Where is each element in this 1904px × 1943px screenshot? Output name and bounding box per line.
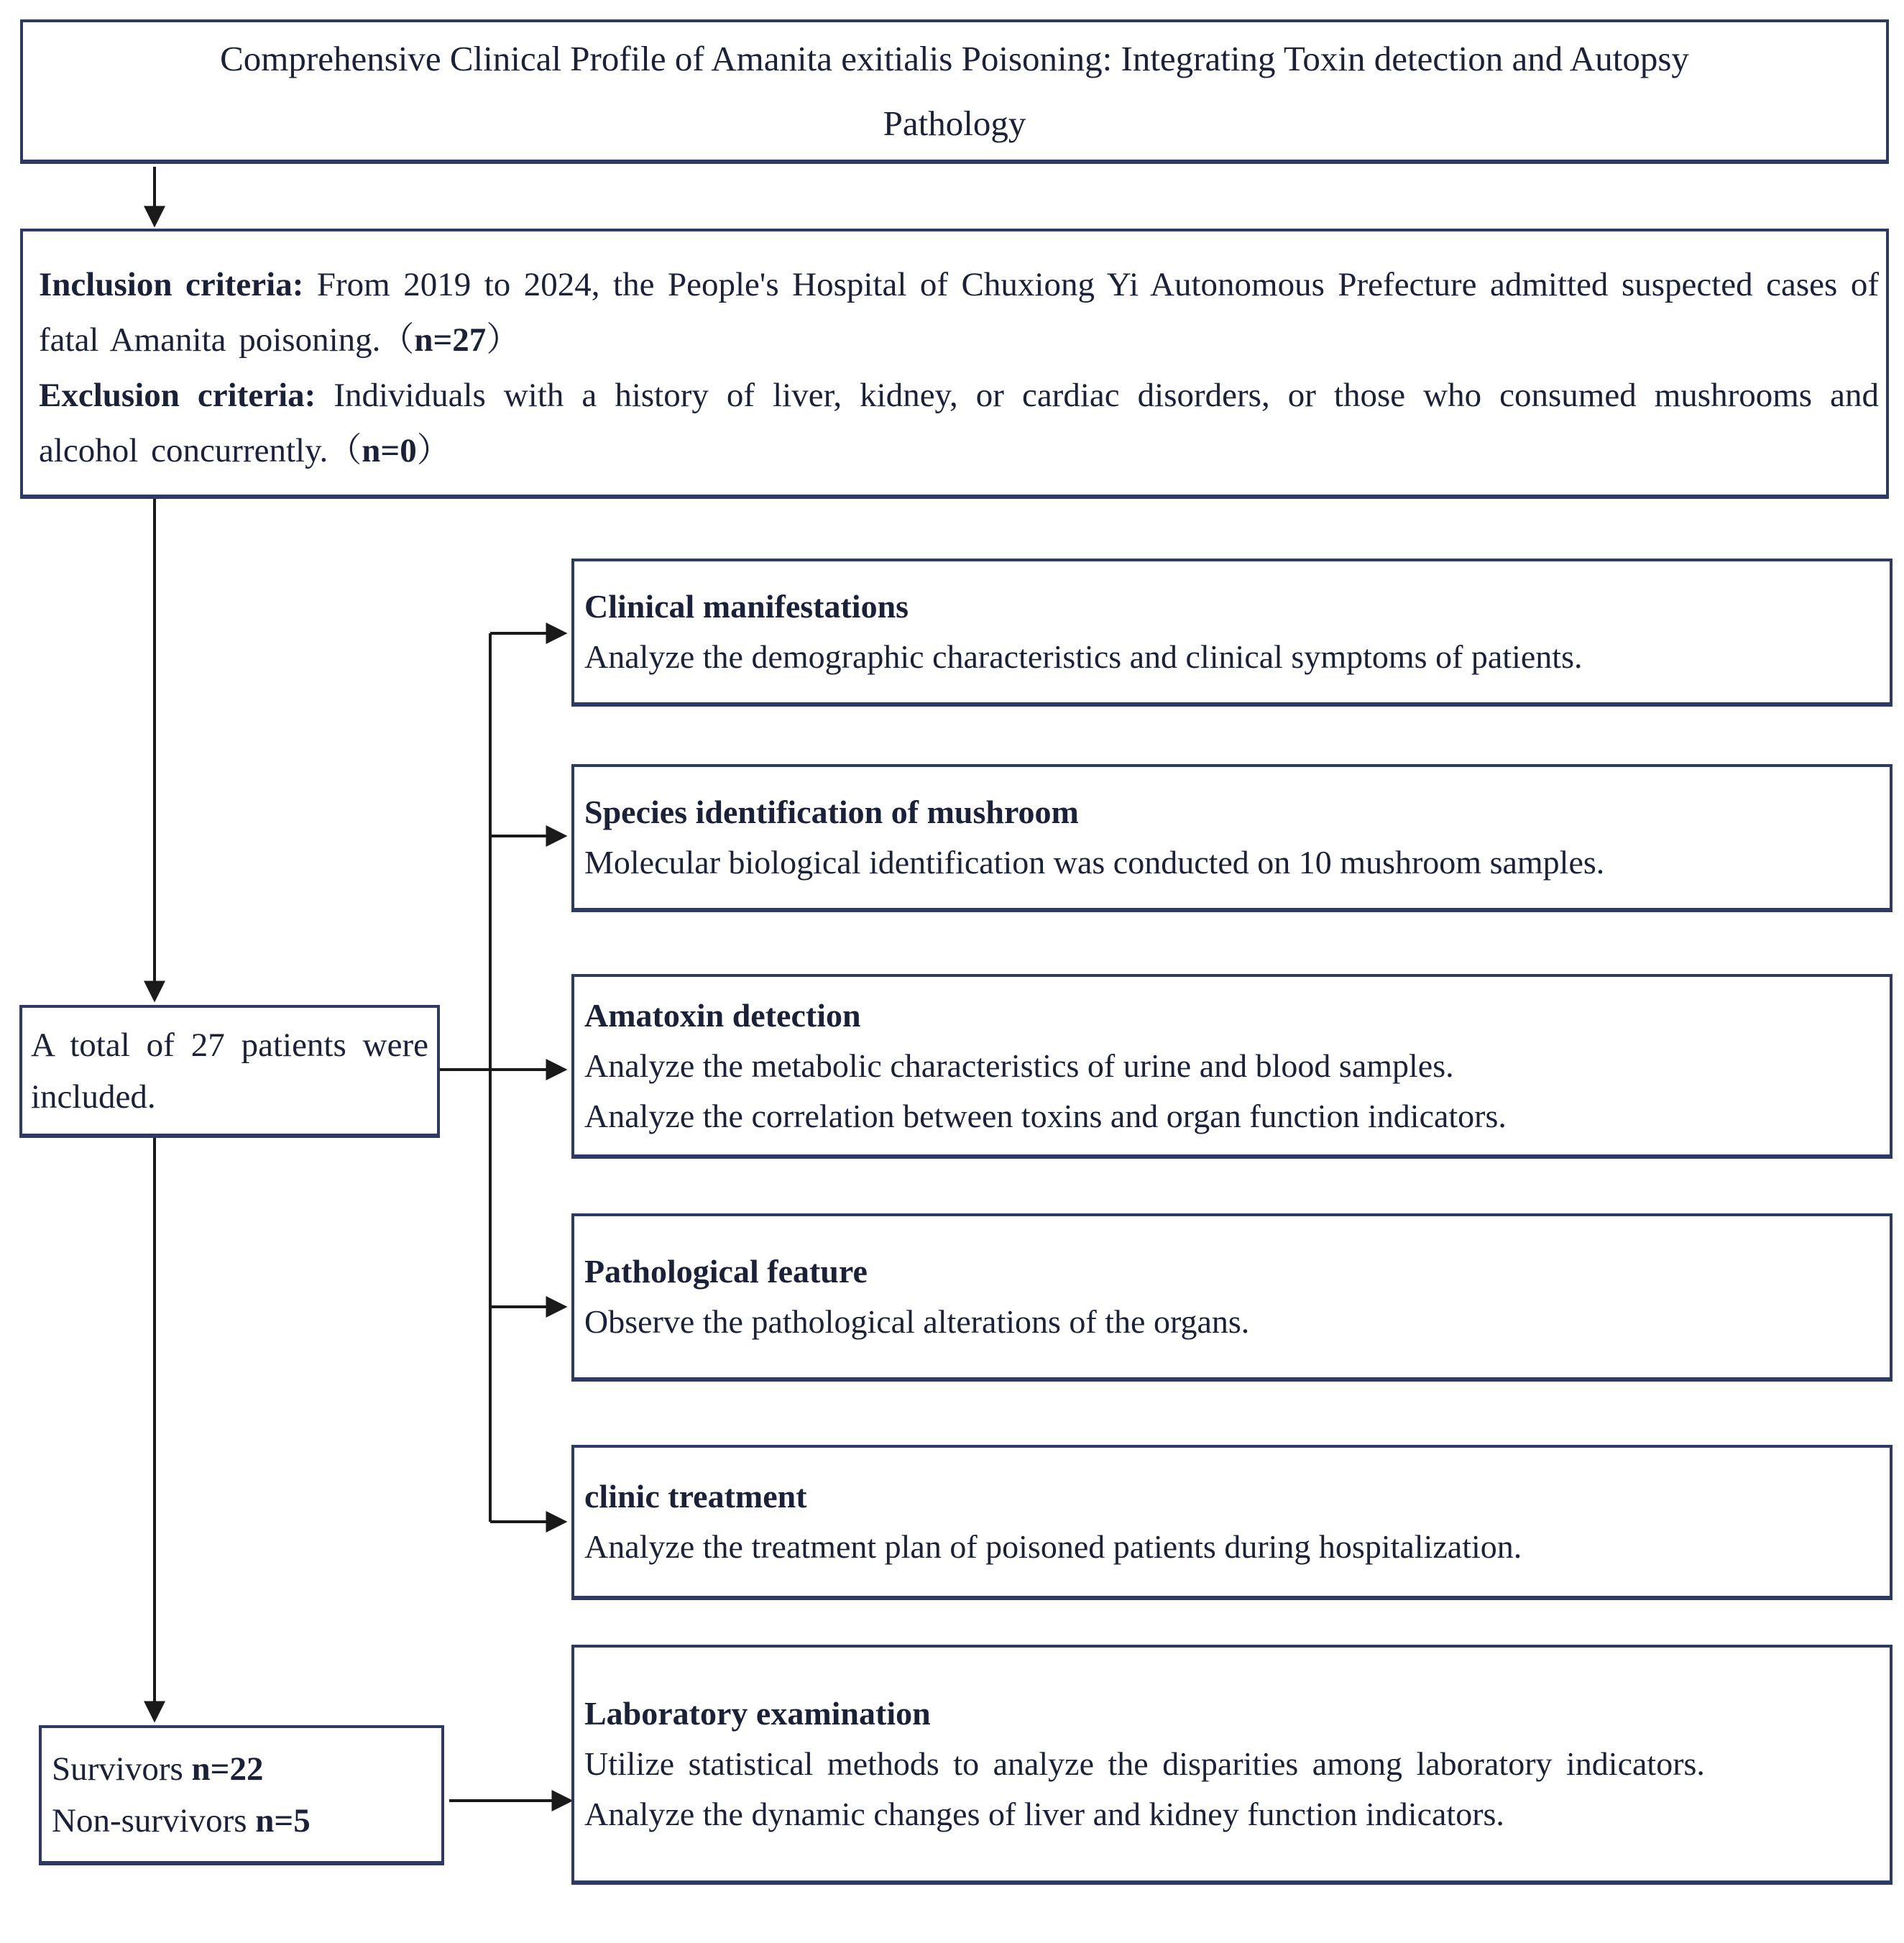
exclusion-criteria-label: Exclusion criteria: bbox=[39, 377, 316, 414]
criteria-box bbox=[20, 229, 1889, 499]
exclusion-criteria-paragraph bbox=[39, 368, 1879, 479]
non-survivors-line bbox=[52, 1795, 431, 1847]
inclusion-criteria-text: From 2019 to 2024, the People's Hospital of Chuxiong Yi Autonomous Prefecture admitted suspected cases of fatal Amanita poisoning. bbox=[39, 266, 1879, 359]
flow-box-line: Analyze the treatment plan of poisoned patients during hospitalization. bbox=[584, 1528, 1522, 1565]
total-patients-box bbox=[19, 1005, 440, 1138]
inclusion-paren-close: ） bbox=[486, 321, 520, 359]
flow-box-species-identification bbox=[571, 764, 1892, 912]
inclusion-criteria-label: Inclusion criteria: bbox=[39, 266, 304, 303]
title-line-2: Pathology bbox=[883, 103, 1026, 143]
flow-box-pathological-feature bbox=[571, 1213, 1892, 1382]
title-box bbox=[20, 19, 1889, 164]
flow-box-title: Species identification of mushroom bbox=[584, 794, 1079, 830]
flow-box-line: Utilize statistical methods to analyze the disparities among laboratory indicators. bbox=[584, 1745, 1705, 1782]
flow-box-line: Molecular biological identification was conducted on 10 mushroom samples. bbox=[584, 844, 1605, 881]
flow-box-line: Analyze the correlation between toxins and organ function indicators. bbox=[584, 1097, 1507, 1134]
flow-box-line: Observe the pathological alterations of the organs. bbox=[584, 1303, 1250, 1340]
flow-box-line: Analyze the metabolic characteristics of urine and blood samples. bbox=[584, 1047, 1454, 1084]
flow-box-title: Pathological feature bbox=[584, 1253, 868, 1290]
flow-box-line: Analyze the demographic characteristics and clinical symptoms of patients. bbox=[584, 638, 1583, 675]
inclusion-criteria-paragraph bbox=[39, 257, 1879, 368]
flow-box-clinical-manifestations bbox=[571, 559, 1892, 707]
total-patients-text: A total of 27 patients were included. bbox=[31, 1026, 428, 1116]
flow-box-title: clinic treatment bbox=[584, 1478, 807, 1515]
survivors-box bbox=[39, 1725, 444, 1865]
flow-box-amatoxin-detection bbox=[571, 974, 1892, 1159]
inclusion-paren-open: （ bbox=[380, 321, 415, 359]
title-line-1: Comprehensive Clinical Profile of Amanita exitialis Poisoning: Integrating Toxin detection and Autopsy bbox=[220, 38, 1689, 78]
inclusion-n-value: n=27 bbox=[414, 321, 487, 359]
survivors-line bbox=[52, 1743, 431, 1795]
flow-box-line: Analyze the dynamic changes of liver and kidney function indicators. bbox=[584, 1796, 1504, 1832]
non-survivors-label: Non-survivors bbox=[52, 1801, 256, 1839]
non-survivors-n-value: n=5 bbox=[255, 1801, 311, 1839]
exclusion-n-value: n=0 bbox=[362, 432, 417, 469]
survivors-label: Survivors bbox=[52, 1750, 192, 1788]
flow-box-title: Amatoxin detection bbox=[584, 996, 861, 1034]
flow-box-clinic-treatment bbox=[571, 1445, 1892, 1600]
flow-box-laboratory-examination bbox=[571, 1645, 1892, 1885]
flow-box-title: Laboratory examination bbox=[584, 1695, 931, 1732]
survivors-n-value: n=22 bbox=[191, 1750, 264, 1788]
exclusion-paren-close: ） bbox=[416, 432, 451, 469]
flow-box-title: Clinical manifestations bbox=[584, 588, 909, 625]
exclusion-criteria-text: Individuals with a history of liver, kidney, or cardiac disorders, or those who consumed mushrooms and alcohol concurrently. bbox=[39, 377, 1879, 469]
exclusion-paren-open: （ bbox=[328, 432, 362, 469]
